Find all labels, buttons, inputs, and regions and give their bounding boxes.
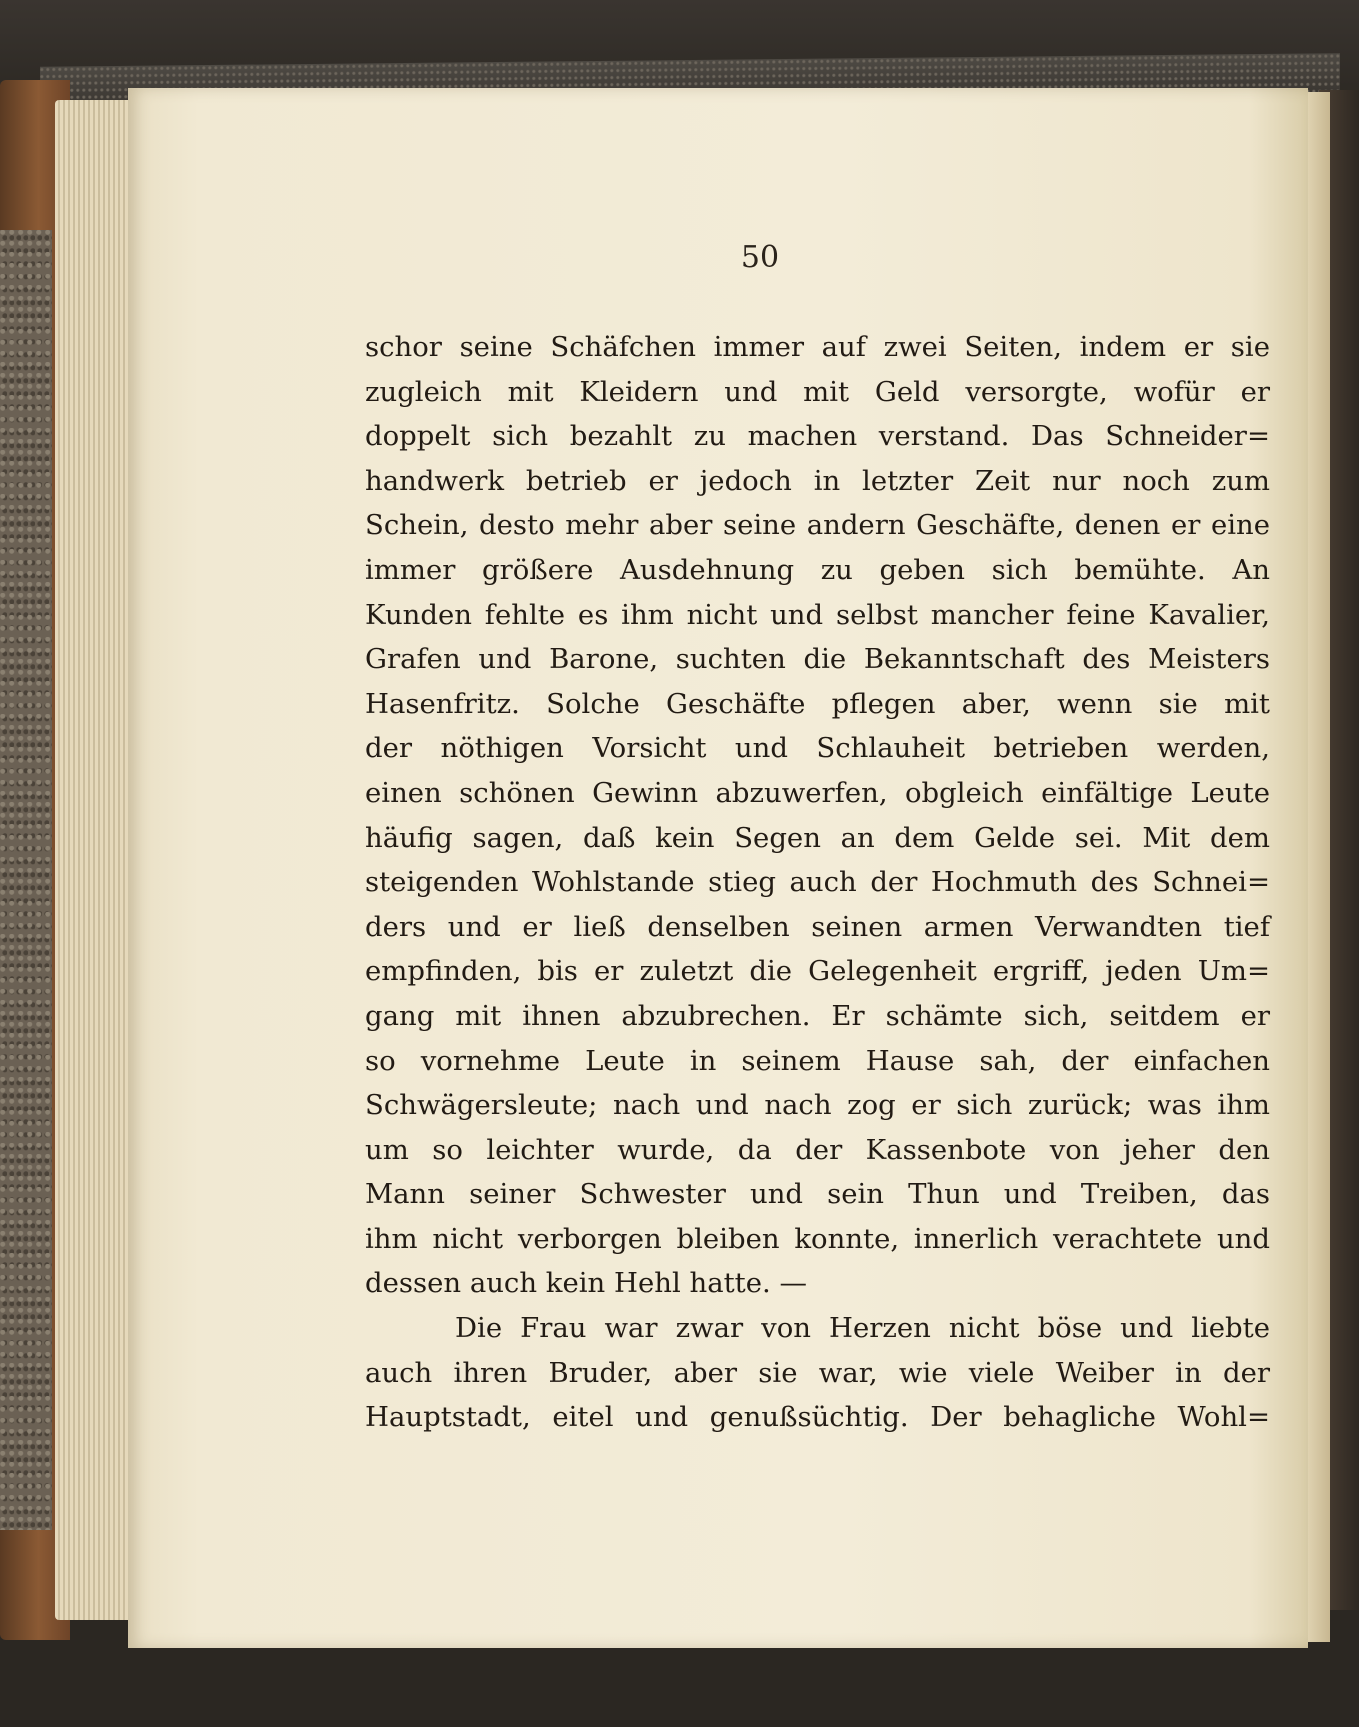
text-line: immer größere Ausdehnung zu geben sich bemühte. An [365, 553, 1270, 586]
text-line: empfinden, bis er zuletzt die Gelegenheit ergriff, jeden Um= [365, 955, 1270, 988]
text-line: handwerk betrieb er jedoch in letzter Zeit nur noch zum [365, 464, 1270, 497]
text-line: zugleich mit Kleidern und mit Geld versorgte, wofür er [365, 375, 1270, 408]
text-line: gang mit ihnen abzubrechen. Er schämte sich, seitdem er [365, 999, 1270, 1032]
text-line: steigenden Wohlstande stieg auch der Hochmuth des Schnei= [365, 866, 1270, 899]
text-line: dessen auch kein Hehl hatte. — [365, 1267, 807, 1300]
page-text [365, 325, 1270, 1440]
text-line: Hasenfritz. Solche Geschäfte pflegen aber, wenn sie mit [365, 687, 1270, 720]
text-line: Mann seiner Schwester und sein Thun und Treiben, das [365, 1178, 1270, 1211]
text-line: Schwägersleute; nach und nach zog er sich zurück; was ihm [365, 1089, 1270, 1122]
text-line: auch ihren Bruder, aber sie war, wie viele Weiber in der [365, 1356, 1270, 1389]
text-line: schor seine Schäfchen immer auf zwei Seiten, indem er sie [365, 331, 1270, 363]
page-number: 50 [740, 240, 780, 275]
text-line: Hauptstadt, eitel und genußsüchtig. Der behagliche Wohl= [365, 1401, 1270, 1434]
text-line: so vornehme Leute in seinem Hause sah, der einfachen [365, 1044, 1270, 1077]
text-line: Schein, desto mehr aber seine andern Geschäfte, denen er eine [365, 509, 1270, 542]
text-line: doppelt sich bezahlt zu machen verstand. Das Schneider= [365, 420, 1270, 453]
text-line: Kunden fehlte es ihm nicht und selbst mancher feine Kavalier, [365, 598, 1270, 631]
text-line: häufig sagen, daß kein Segen an dem Gelde sei. Mit dem [365, 821, 1270, 854]
text-line: ders und er ließ denselben seinen armen Verwandten tief [365, 910, 1270, 943]
marbled-board [0, 230, 52, 1530]
text-line: Grafen und Barone, suchten die Bekanntschaft des Meisters [365, 643, 1270, 676]
text-line: der nöthigen Vorsicht und Schlauheit betrieben werden, [365, 732, 1270, 765]
text-line: ihm nicht verborgen bleiben konnte, innerlich verachtete und [365, 1222, 1270, 1255]
text-line: einen schönen Gewinn abzuwerfen, obgleich einfältige Leute [365, 776, 1270, 809]
page-stack-edge [55, 100, 135, 1620]
text-line: Die Frau war zwar von Herzen nicht böse und liebte [455, 1312, 1270, 1345]
text-line: um so leichter wurde, da der Kassenbote von jeher den [365, 1133, 1270, 1166]
